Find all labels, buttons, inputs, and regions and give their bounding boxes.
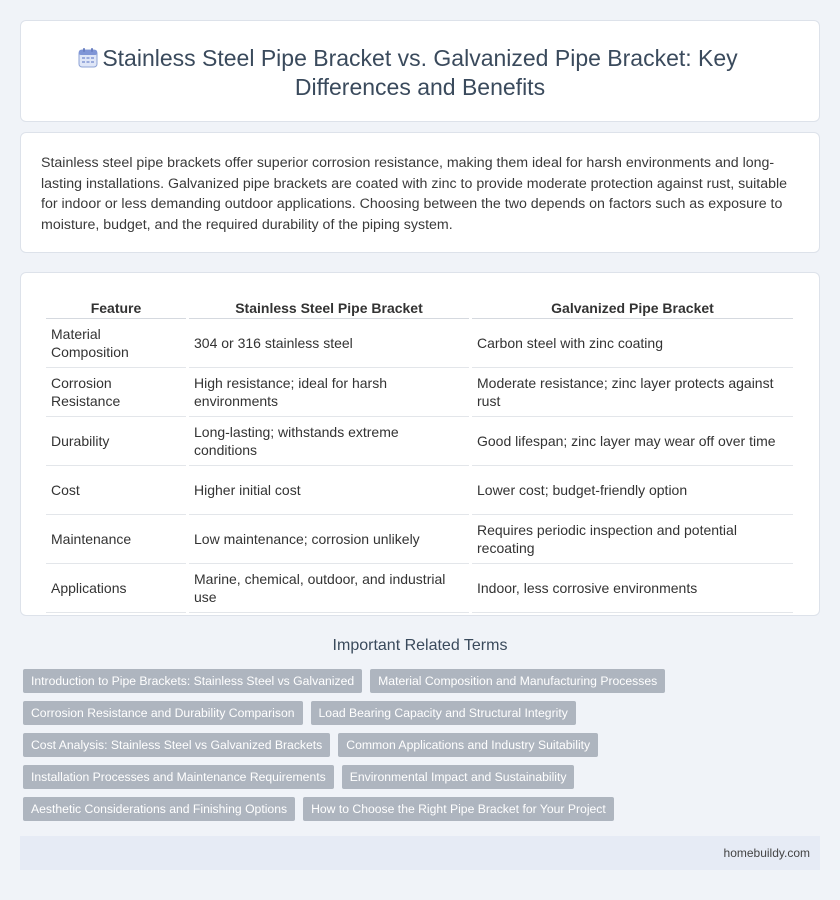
table-cell-galvanized: Good lifespan; zinc layer may wear off over time — [472, 417, 793, 466]
table-cell-stainless: Marine, chemical, outdoor, and industrial use — [189, 564, 469, 613]
intro-card — [20, 132, 820, 253]
table-row — [46, 515, 793, 564]
table-cell-feature: Corrosion Resistance — [46, 368, 186, 417]
tag-row — [23, 733, 803, 757]
table-row — [46, 319, 793, 368]
page-title: Stainless Steel Pipe Bracket vs. Galvanized Pipe Bracket: Key Differences and Benefits — [102, 45, 738, 100]
column-header-feature: Feature — [46, 295, 186, 319]
table-cell-galvanized: Requires periodic inspection and potential recoating — [472, 515, 793, 564]
related-term-tag[interactable]: Common Applications and Industry Suitability — [338, 733, 598, 757]
related-term-tag[interactable]: Material Composition and Manufacturing Processes — [370, 669, 665, 693]
table-cell-stainless: Long-lasting; withstands extreme conditions — [189, 417, 469, 466]
table-cell-stainless: 304 or 316 stainless steel — [189, 319, 469, 368]
comparison-table-card — [20, 272, 820, 616]
table-row — [46, 466, 793, 515]
tag-row — [23, 669, 803, 693]
table-cell-galvanized: Lower cost; budget-friendly option — [472, 466, 793, 515]
column-header-galvanized: Galvanized Pipe Bracket — [472, 295, 793, 319]
footer-site-link[interactable]: homebuildy.com — [723, 846, 810, 860]
table-cell-galvanized: Carbon steel with zinc coating — [472, 319, 793, 368]
tag-row — [23, 797, 803, 821]
table-row — [46, 368, 793, 417]
related-terms-heading: Important Related Terms — [332, 637, 508, 654]
column-header-stainless: Stainless Steel Pipe Bracket — [189, 295, 469, 319]
table-cell-feature: Cost — [46, 466, 186, 515]
table-cell-stainless: Low maintenance; corrosion unlikely — [189, 515, 469, 564]
table-header-row — [46, 295, 793, 319]
footer — [20, 836, 820, 870]
header-card — [20, 20, 820, 122]
related-term-tag[interactable]: Cost Analysis: Stainless Steel vs Galvanized Brackets — [23, 733, 330, 757]
related-term-tag[interactable]: Load Bearing Capacity and Structural Integrity — [311, 701, 576, 725]
intro-paragraph: Stainless steel pipe brackets offer superior corrosion resistance, making them ideal for harsh environments and long-lasting installations. Galvanized pipe brackets are coated with zinc to provide moderate protection against rust, suitable for indoor or less demanding outdoor applications. Choosing between the two depends on factors such as exposure to moisture, budget, and the required durability of the piping system. — [41, 155, 788, 233]
related-term-tag[interactable]: Installation Processes and Maintenance Requirements — [23, 765, 334, 789]
table-cell-stainless: Higher initial cost — [189, 466, 469, 515]
related-term-tag[interactable]: How to Choose the Right Pipe Bracket for Your Project — [303, 797, 614, 821]
table-cell-stainless: High resistance; ideal for harsh environments — [189, 368, 469, 417]
related-term-tag[interactable]: Introduction to Pipe Brackets: Stainless Steel vs Galvanized — [23, 669, 362, 693]
table-row — [46, 564, 793, 613]
table-row — [46, 417, 793, 466]
related-term-tag[interactable]: Corrosion Resistance and Durability Comparison — [23, 701, 303, 725]
related-term-tag[interactable]: Aesthetic Considerations and Finishing Options — [23, 797, 295, 821]
table-cell-feature: Material Composition — [46, 319, 186, 368]
related-term-tag[interactable]: Environmental Impact and Sustainability — [342, 765, 575, 789]
tag-row — [23, 765, 803, 789]
table-cell-feature: Applications — [46, 564, 186, 613]
table-cell-galvanized: Indoor, less corrosive environments — [472, 564, 793, 613]
table-cell-galvanized: Moderate resistance; zinc layer protects against rust — [472, 368, 793, 417]
tag-row — [23, 701, 803, 725]
related-terms-list — [23, 669, 803, 829]
table-cell-feature: Durability — [46, 417, 186, 466]
comparison-table — [43, 295, 796, 613]
table-cell-feature: Maintenance — [46, 515, 186, 564]
